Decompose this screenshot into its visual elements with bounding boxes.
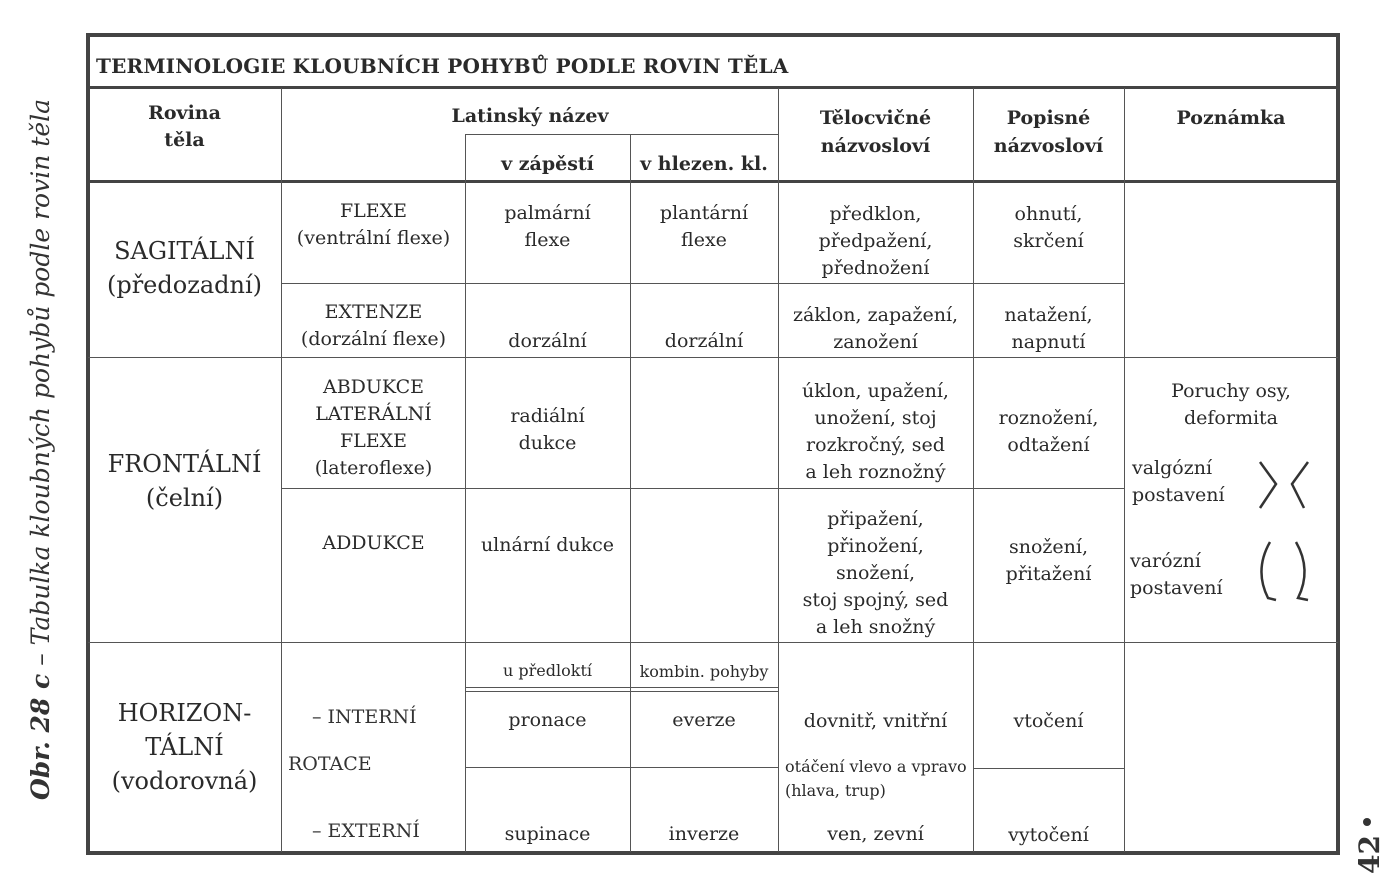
plane-horizontalni <box>88 696 281 798</box>
header-telocvicne-line2: názvosloví <box>820 135 931 157</box>
sag-flexe-zapesti-2: flexe <box>524 229 571 251</box>
header-rovina <box>88 100 281 154</box>
plane-sagitalni-sub: (předozadní) <box>106 271 263 299</box>
hor-interni-telocvicne: dovnitř, vnitřní <box>803 710 948 732</box>
header-telocvicne-line1: Tělocvičné <box>819 107 932 129</box>
side-caption <box>26 80 60 800</box>
front-addukce-telocvicne <box>778 506 973 641</box>
header-popisne <box>973 104 1124 160</box>
sag-flexe-hlezen-2: flexe <box>681 229 727 251</box>
front-addukce-telocvicne-4: stoj spojný, sed <box>802 589 949 611</box>
sag-flexe-latin <box>282 198 465 252</box>
sag-flexe-hlezen-1: plantární <box>659 202 749 224</box>
front-addukce-zapesti: ulnární dukce <box>480 534 615 556</box>
rule-hor-mid2 <box>974 768 1124 769</box>
front-abdukce-telocvicne-1: úklon, upažení, <box>802 380 949 402</box>
sag-flexe-zapesti <box>465 200 630 254</box>
front-addukce-latin: ADDUKCE <box>322 532 425 554</box>
sag-extenze-telocvicne-2: zanožení <box>833 331 918 353</box>
front-abdukce-latin-2: LATERÁLNÍ <box>315 403 432 425</box>
rule-title <box>88 86 1338 89</box>
sag-extenze-telocvicne <box>778 302 973 356</box>
hor-externi-popisne: vytočení <box>1008 824 1089 846</box>
front-abdukce-popisne <box>973 405 1124 459</box>
front-abdukce-telocvicne-3: rozkročný, sed <box>806 434 945 456</box>
sag-flexe-latin-1: FLEXE <box>339 200 408 222</box>
poznamka-varozni <box>1130 548 1223 602</box>
sag-extenze-telocvicne-1: záklon, zapažení, <box>792 304 959 326</box>
sag-flexe-popisne <box>973 201 1124 255</box>
sag-flexe-latin-2: (ventrální flexe) <box>296 227 451 249</box>
rule-header <box>88 180 1338 183</box>
hor-interni: – INTERNÍ <box>312 706 417 728</box>
poznamka-varozni-1: varózní <box>1130 550 1201 572</box>
plane-frontalni <box>88 447 281 515</box>
hor-externi-telocvicne: ven, zevní <box>827 823 924 845</box>
header-rovina-line1: Rovina <box>148 102 221 124</box>
hor-everze: everze <box>672 709 736 731</box>
front-abdukce-popisne-2: odtažení <box>1007 434 1090 456</box>
rule-hor-sub <box>465 687 778 688</box>
front-abdukce-latin <box>282 374 465 482</box>
rule-front-end <box>88 642 1338 643</box>
poznamka-valgozni <box>1132 455 1225 509</box>
header-popisne-line2: názvosloví <box>993 135 1104 157</box>
hor-otaceni-1: otáčení vlevo a vpravo <box>785 757 967 776</box>
poznamka-title <box>1124 378 1338 432</box>
header-hlezen: v hlezen. kl. <box>640 153 768 175</box>
front-abdukce-zapesti-2: dukce <box>518 432 577 454</box>
hor-pronace: pronace <box>508 709 587 731</box>
sag-extenze-popisne <box>973 302 1124 356</box>
hor-rotace: ROTACE <box>288 753 372 775</box>
front-addukce-telocvicne-5: a leh snožný <box>815 616 936 638</box>
rule-front-mid <box>282 488 1124 489</box>
plane-horizontalni-1: HORIZON- <box>117 699 252 727</box>
poznamka-title-2: deformita <box>1183 407 1279 429</box>
front-abdukce-latin-3: FLEXE <box>339 430 408 452</box>
front-abdukce-popisne-1: roznožení, <box>998 407 1099 429</box>
sag-extenze-popisne-2: napnutí <box>1011 331 1086 353</box>
plane-frontalni-sub: (čelní) <box>145 484 224 512</box>
hor-inverze: inverze <box>668 823 740 845</box>
front-abdukce-zapesti <box>465 403 630 457</box>
sag-extenze-popisne-1: natažení, <box>1004 304 1093 326</box>
plane-frontalni-name: FRONTÁLNÍ <box>107 450 262 478</box>
col-rule-6 <box>1124 88 1125 852</box>
header-latinsky: Latinský název <box>451 105 609 127</box>
valgus-symbol-icon <box>1252 458 1316 512</box>
header-popisne-line1: Popisné <box>1006 107 1091 129</box>
front-addukce-telocvicne-1: připažení, <box>827 508 924 530</box>
sag-extenze-latin-2: (dorzální flexe) <box>300 328 447 350</box>
table-title: TERMINOLOGIE KLOUBNÍCH POHYBŮ PODLE ROVIN TĚLA <box>96 54 789 78</box>
sag-extenze-zapesti: dorzální <box>508 330 587 352</box>
rule-hor-mid <box>465 767 778 768</box>
poznamka-valgozni-2: postavení <box>1132 484 1225 506</box>
front-addukce-popisne-1: snožení, <box>1008 536 1089 558</box>
header-zapesti: v zápěstí <box>501 153 594 175</box>
sag-flexe-popisne-1: ohnutí, <box>1014 203 1083 225</box>
sag-extenze-hlezen: dorzální <box>664 330 744 352</box>
sag-flexe-telocvicne-3: přednožení <box>821 257 930 279</box>
front-abdukce-latin-4: (lateroflexe) <box>314 457 433 479</box>
rule-sub-header <box>465 134 778 135</box>
poznamka-varozni-2: postavení <box>1130 577 1223 599</box>
page-number: 42 <box>1352 835 1386 874</box>
plane-sagitalni-name: SAGITÁLNÍ <box>114 237 255 265</box>
rule-hor-sub2 <box>465 691 778 692</box>
sag-flexe-hlezen <box>630 200 778 254</box>
sag-extenze-latin-1: EXTENZE <box>324 301 423 323</box>
poznamka-valgozni-1: valgózní <box>1132 457 1213 479</box>
hor-sub-zapesti: u předloktí <box>503 661 592 680</box>
sag-extenze-latin <box>282 299 465 353</box>
rule-sag-mid <box>282 283 1124 284</box>
front-abdukce-latin-1: ABDUKCE <box>322 376 425 398</box>
hor-otaceni <box>785 755 967 803</box>
sag-flexe-zapesti-1: palmární <box>504 202 591 224</box>
front-addukce-popisne <box>973 534 1124 588</box>
plane-horizontalni-3: (vodorovná) <box>111 767 258 795</box>
plane-sagitalni <box>88 234 281 302</box>
front-addukce-telocvicne-2: přinožení, <box>827 535 924 557</box>
figure-caption: – Tabulka kloubných pohybů podle rovin těla <box>26 98 55 674</box>
front-abdukce-telocvicne-2: unožení, stoj <box>814 407 937 429</box>
sag-flexe-telocvicne <box>778 201 973 282</box>
header-poznamka: Poznámka <box>1176 107 1286 129</box>
sag-flexe-telocvicne-1: předklon, <box>829 203 922 225</box>
rule-sag-end <box>88 357 1338 358</box>
sag-flexe-telocvicne-2: předpažení, <box>818 230 933 252</box>
front-addukce-popisne-2: přitažení <box>1005 563 1092 585</box>
front-addukce-telocvicne-3: snožení, <box>835 562 916 584</box>
header-telocvicne <box>778 104 973 160</box>
sag-flexe-popisne-2: skrčení <box>1013 230 1084 252</box>
hor-sub-hlezen: kombin. pohyby <box>639 662 769 681</box>
hor-externi: – EXTERNÍ <box>312 820 420 842</box>
front-abdukce-zapesti-1: radiální <box>510 405 585 427</box>
front-abdukce-telocvicne <box>778 378 973 486</box>
page-dot <box>1363 818 1371 826</box>
hor-interni-popisne: vtočení <box>1013 710 1084 732</box>
figure-number: Obr. 28 c <box>26 673 55 800</box>
header-rovina-line2: těla <box>164 129 205 151</box>
hor-otaceni-2: (hlava, trup) <box>785 781 886 800</box>
hor-supinace: supinace <box>504 823 591 845</box>
poznamka-title-1: Poruchy osy, <box>1171 380 1291 402</box>
plane-horizontalni-2: TÁLNÍ <box>145 733 224 761</box>
varus-symbol-icon <box>1254 538 1318 604</box>
front-abdukce-telocvicne-4: a leh roznožný <box>805 461 946 483</box>
